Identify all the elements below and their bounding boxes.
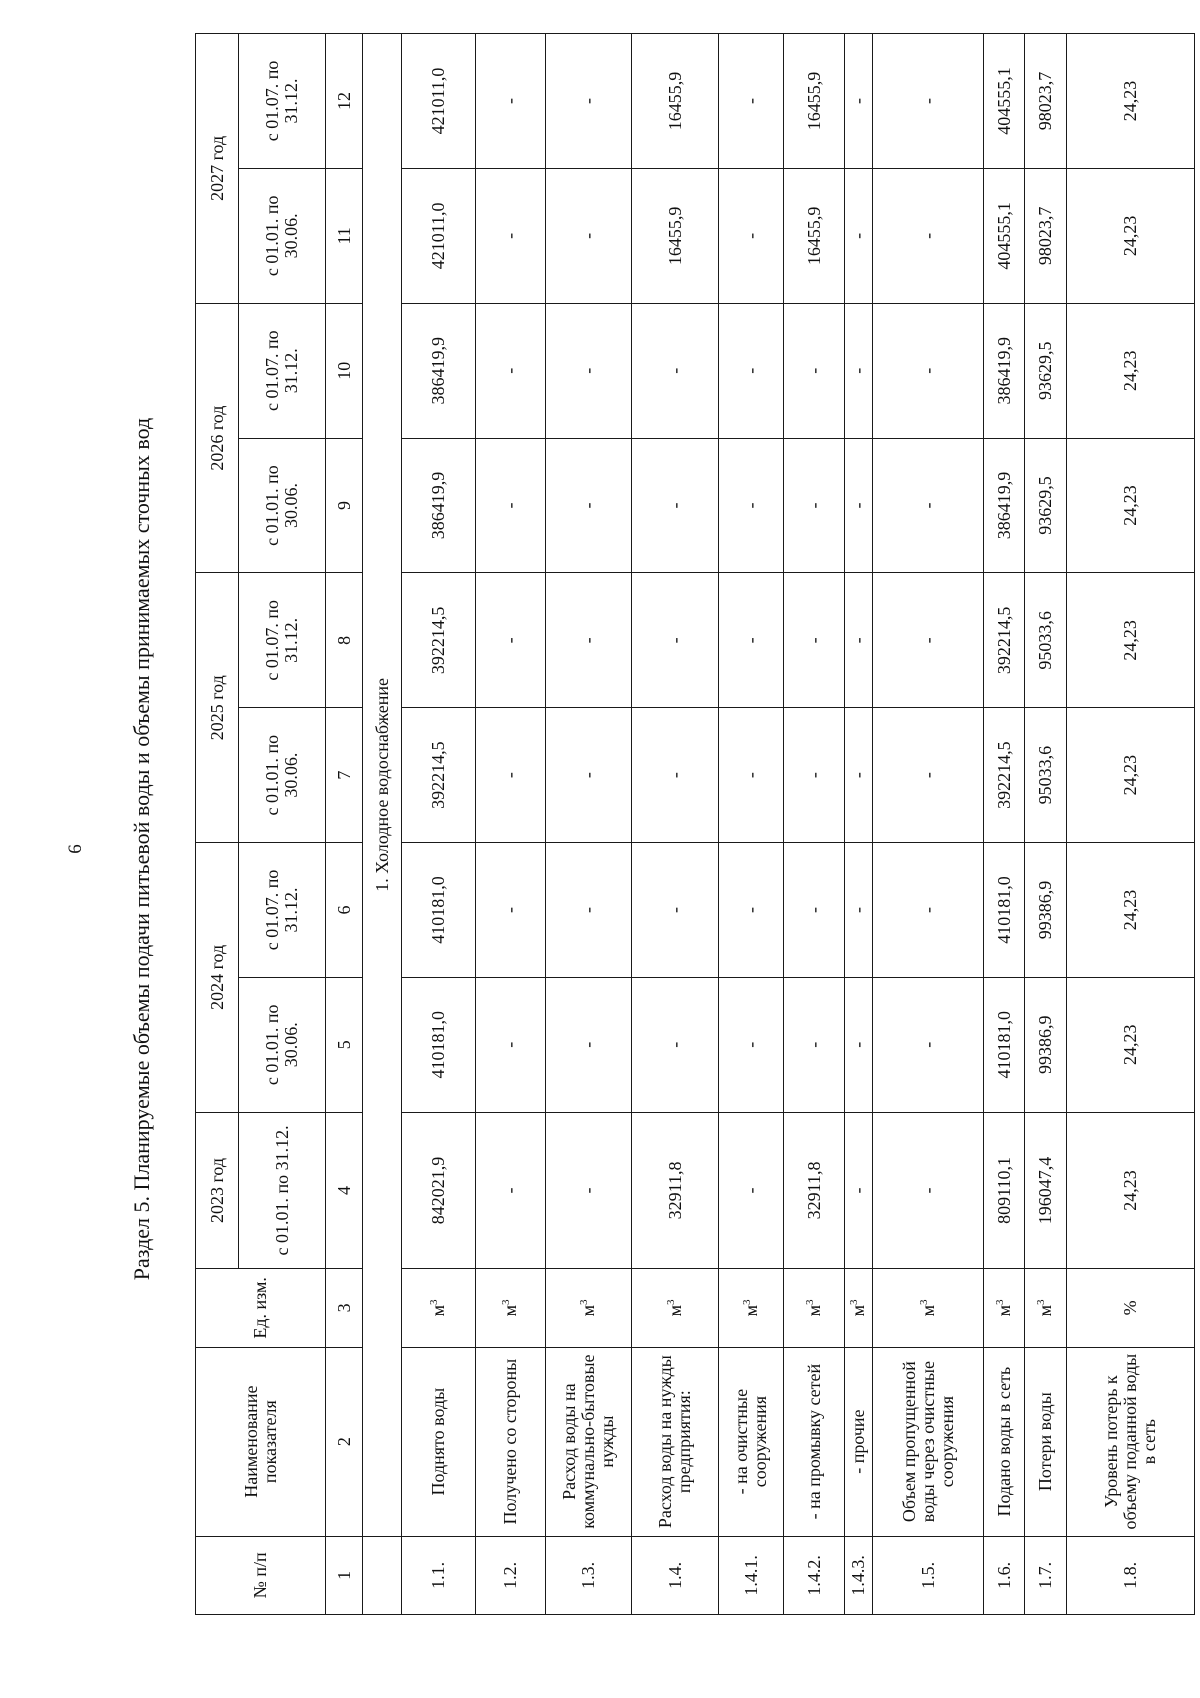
- period-first-half: с 01.01. по 30.06.: [239, 977, 326, 1112]
- row-value: -: [784, 303, 845, 438]
- col-number: 12: [326, 34, 363, 169]
- row-name: Поднято воды: [402, 1347, 476, 1536]
- row-value: 404555,1: [984, 34, 1025, 169]
- period-second-half: с 01.07. по 31.12.: [239, 303, 326, 438]
- row-num: 1.6.: [984, 1536, 1025, 1614]
- row-value: -: [873, 708, 984, 843]
- period-second-half: с 01.07. по 31.12.: [239, 843, 326, 978]
- row-unit: $м^3$: [402, 1269, 476, 1347]
- rotated-table-container: [195, 33, 1195, 1615]
- row-value: -: [476, 303, 545, 438]
- header-num: № п/п: [196, 1536, 326, 1614]
- row-value: 386419,9: [402, 438, 476, 573]
- col-number: 3: [326, 1269, 363, 1347]
- row-value: 404555,1: [984, 168, 1025, 303]
- header-year-2024: 2024 год: [196, 843, 239, 1113]
- row-unit: $м^3$: [873, 1269, 984, 1347]
- row-value: -: [545, 34, 632, 169]
- row-value: 196047,4: [1025, 1112, 1066, 1269]
- row-value: -: [873, 573, 984, 708]
- row-value: 842021,9: [402, 1112, 476, 1269]
- row-value: -: [476, 438, 545, 573]
- row-num: 1.4.3.: [845, 1536, 873, 1614]
- row-value: 386419,9: [984, 438, 1025, 573]
- period-full-year: с 01.01. по 31.12.: [239, 1112, 326, 1269]
- row-value: 24,23: [1066, 1112, 1194, 1269]
- row-value: -: [632, 573, 719, 708]
- row-value: 32911,8: [632, 1112, 719, 1269]
- header-name: Наименование показателя: [196, 1347, 326, 1536]
- row-value: 98023,7: [1025, 34, 1066, 169]
- row-unit: $м^3$: [719, 1269, 784, 1347]
- row-unit: $м^3$: [545, 1269, 632, 1347]
- row-unit: %: [1066, 1269, 1194, 1347]
- col-number: 2: [326, 1347, 363, 1536]
- row-value: -: [476, 843, 545, 978]
- row-value: 32911,8: [784, 1112, 845, 1269]
- row-value: -: [784, 708, 845, 843]
- row-value: 392214,5: [402, 573, 476, 708]
- column-numbers-row: [326, 34, 363, 1615]
- row-value: 16455,9: [784, 168, 845, 303]
- row-value: 99386,9: [1025, 977, 1066, 1112]
- row-value: -: [845, 977, 873, 1112]
- row-value: -: [845, 708, 873, 843]
- row-name: Объем пропущенной воды через очистные сооружения: [873, 1347, 984, 1536]
- row-value: 24,23: [1066, 708, 1194, 843]
- row-value: -: [845, 168, 873, 303]
- header-row-years: [196, 34, 239, 1615]
- row-num: 1.2.: [476, 1536, 545, 1614]
- row-value: -: [719, 573, 784, 708]
- row-value: -: [545, 977, 632, 1112]
- row-name: - на очистные сооружения: [719, 1347, 784, 1536]
- row-value: -: [719, 977, 784, 1112]
- period-second-half: с 01.07. по 31.12.: [239, 34, 326, 169]
- row-num: 1.4.: [632, 1536, 719, 1614]
- row-value: 24,23: [1066, 843, 1194, 978]
- row-num: 1.8.: [1066, 1536, 1194, 1614]
- row-value: -: [873, 168, 984, 303]
- col-number: 5: [326, 977, 363, 1112]
- page-number: 6: [65, 844, 86, 854]
- row-num: 1.5.: [873, 1536, 984, 1614]
- row-num: 1.1.: [402, 1536, 476, 1614]
- row-value: -: [719, 438, 784, 573]
- row-value: -: [845, 34, 873, 169]
- row-value: 24,23: [1066, 977, 1194, 1112]
- row-value: -: [719, 843, 784, 978]
- row-value: -: [719, 1112, 784, 1269]
- table-row: [402, 34, 476, 1615]
- row-value: -: [784, 573, 845, 708]
- row-name: Получено со стороны: [476, 1347, 545, 1536]
- row-value: 392214,5: [402, 708, 476, 843]
- row-value: -: [545, 843, 632, 978]
- row-value: 809110,1: [984, 1112, 1025, 1269]
- row-value: 24,23: [1066, 303, 1194, 438]
- row-value: 421011,0: [402, 168, 476, 303]
- row-value: -: [873, 34, 984, 169]
- section-row: [363, 34, 402, 1615]
- row-unit: $м^3$: [784, 1269, 845, 1347]
- water-volumes-table: [195, 33, 1195, 1615]
- row-value: -: [632, 303, 719, 438]
- row-value: -: [784, 843, 845, 978]
- row-value: -: [845, 1112, 873, 1269]
- row-value: -: [719, 34, 784, 169]
- col-number: 10: [326, 303, 363, 438]
- row-value: 386419,9: [984, 303, 1025, 438]
- row-value: -: [476, 708, 545, 843]
- table-row: [545, 34, 632, 1615]
- row-value: -: [873, 843, 984, 978]
- row-value: -: [719, 708, 784, 843]
- row-value: -: [784, 977, 845, 1112]
- table-row: [719, 34, 784, 1615]
- row-value: 93629,5: [1025, 303, 1066, 438]
- col-number: 7: [326, 708, 363, 843]
- row-value: 410181,0: [402, 843, 476, 978]
- row-num: 1.7.: [1025, 1536, 1066, 1614]
- period-first-half: с 01.01. по 30.06.: [239, 168, 326, 303]
- row-value: -: [873, 438, 984, 573]
- row-value: -: [545, 573, 632, 708]
- table-row: [845, 34, 873, 1615]
- row-value: 95033,6: [1025, 708, 1066, 843]
- row-value: 421011,0: [402, 34, 476, 169]
- table-row: [476, 34, 545, 1615]
- col-number: 1: [326, 1536, 363, 1614]
- row-value: 386419,9: [402, 303, 476, 438]
- row-value: 410181,0: [984, 977, 1025, 1112]
- row-value: 16455,9: [784, 34, 845, 169]
- row-name: Расход воды на нужды предприятия:: [632, 1347, 719, 1536]
- period-first-half: с 01.01. по 30.06.: [239, 708, 326, 843]
- row-name: Потери воды: [1025, 1347, 1066, 1536]
- col-number: 4: [326, 1112, 363, 1269]
- row-value: -: [545, 708, 632, 843]
- row-num: 1.4.1.: [719, 1536, 784, 1614]
- row-value: 16455,9: [632, 34, 719, 169]
- table-row: [984, 34, 1025, 1615]
- row-value: -: [632, 708, 719, 843]
- col-number: 9: [326, 438, 363, 573]
- row-value: -: [873, 1112, 984, 1269]
- table-row: [1025, 34, 1066, 1615]
- row-name: - прочие: [845, 1347, 873, 1536]
- row-value: -: [873, 303, 984, 438]
- row-name: Расход воды на коммунально-бытовые нужды: [545, 1347, 632, 1536]
- col-number: 11: [326, 168, 363, 303]
- row-value: 24,23: [1066, 438, 1194, 573]
- row-value: -: [632, 843, 719, 978]
- row-unit: $м^3$: [845, 1269, 873, 1347]
- row-value: -: [845, 303, 873, 438]
- row-value: -: [632, 438, 719, 573]
- row-name: Подано воды в сеть: [984, 1347, 1025, 1536]
- row-value: 24,23: [1066, 168, 1194, 303]
- row-value: 24,23: [1066, 573, 1194, 708]
- period-second-half: с 01.07. по 31.12.: [239, 573, 326, 708]
- row-value: 24,23: [1066, 34, 1194, 169]
- table-row: [784, 34, 845, 1615]
- row-name: - на промывку сетей: [784, 1347, 845, 1536]
- row-value: -: [845, 438, 873, 573]
- row-value: 93629,5: [1025, 438, 1066, 573]
- row-value: 16455,9: [632, 168, 719, 303]
- header-unit: Ед. изм.: [196, 1269, 326, 1347]
- row-unit: $м^3$: [1025, 1269, 1066, 1347]
- row-value: -: [845, 843, 873, 978]
- section-spacer: [363, 1536, 402, 1614]
- row-value: -: [545, 438, 632, 573]
- row-value: -: [545, 1112, 632, 1269]
- row-value: -: [632, 977, 719, 1112]
- col-number: 6: [326, 843, 363, 978]
- row-unit: $м^3$: [632, 1269, 719, 1347]
- header-year-2026: 2026 год: [196, 303, 239, 573]
- row-value: 392214,5: [984, 708, 1025, 843]
- row-value: -: [845, 573, 873, 708]
- section-title: 1. Холодное водоснабжение: [363, 34, 402, 1537]
- row-value: -: [476, 573, 545, 708]
- row-value: -: [719, 303, 784, 438]
- row-value: -: [719, 168, 784, 303]
- row-value: -: [545, 303, 632, 438]
- row-value: 99386,9: [1025, 843, 1066, 978]
- row-value: -: [476, 168, 545, 303]
- row-num: 1.4.2.: [784, 1536, 845, 1614]
- table-row: [632, 34, 719, 1615]
- table-row: [873, 34, 984, 1615]
- row-num: 1.3.: [545, 1536, 632, 1614]
- row-value: 95033,6: [1025, 573, 1066, 708]
- table-row: [1066, 34, 1194, 1615]
- page-title: Раздел 5. Планируемые объемы подачи питьевой воды и объемы принимаемых сточных вод: [129, 417, 154, 1281]
- period-first-half: с 01.01. по 30.06.: [239, 438, 326, 573]
- row-value: 410181,0: [402, 977, 476, 1112]
- header-year-2023: 2023 год: [196, 1112, 239, 1269]
- header-year-2027: 2027 год: [196, 34, 239, 304]
- row-value: -: [476, 977, 545, 1112]
- row-unit: $м^3$: [476, 1269, 545, 1347]
- row-value: -: [873, 977, 984, 1112]
- row-value: 392214,5: [984, 573, 1025, 708]
- col-number: 8: [326, 573, 363, 708]
- row-value: -: [476, 1112, 545, 1269]
- row-unit: $м^3$: [984, 1269, 1025, 1347]
- row-value: 98023,7: [1025, 168, 1066, 303]
- row-name: Уровень потерь к объему поданной воды в сеть: [1066, 1347, 1194, 1536]
- header-year-2025: 2025 год: [196, 573, 239, 843]
- row-value: -: [545, 168, 632, 303]
- row-value: -: [784, 438, 845, 573]
- row-value: -: [476, 34, 545, 169]
- row-value: 410181,0: [984, 843, 1025, 978]
